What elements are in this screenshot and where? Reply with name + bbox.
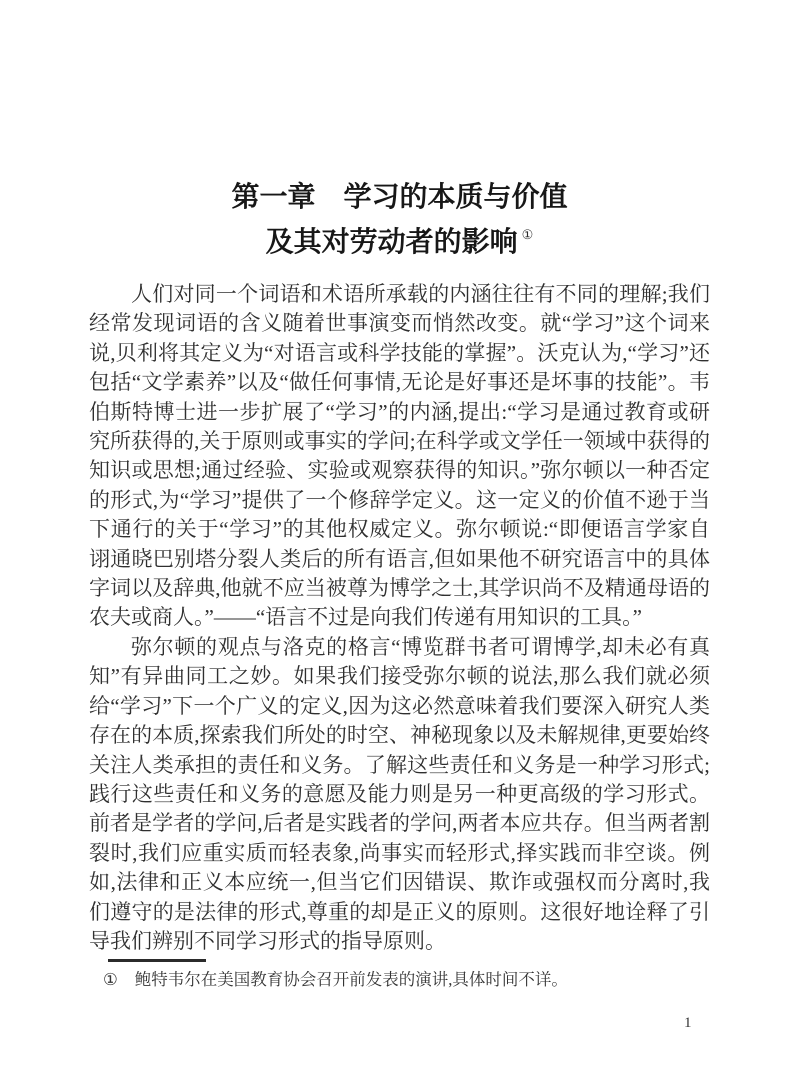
- body-text: [89, 280, 710, 956]
- chapter-title-line1: 第一章 学习的本质与价值: [231, 182, 568, 213]
- chapter-title-line2: [266, 227, 534, 258]
- page-number: 1: [684, 1015, 692, 1031]
- paragraph-2: 弥尔顿的观点与洛克的格言“博览群书者可谓博学,却未必有真知”有异曲同工之妙。如果我们接受弥尔顿的说法,那么我们就必须给“学习”下一个广义的定义,因为这必然意味着我们要深入研究人类存在的本质,探索我们所处的时空、神秘现象以及未解规律,更要始终关注人类承担的责任和义务。了解这些责任和义务是一种学习形式;践行这些责任和义务的意愿及能力则是另一种更高级的学习形式。前者是学者的学问,后者是实践者的学问,两者本应共存。但当两者割裂时,我们应重实质而轻表象,尚事实而轻形式,择实践而非空谈。例如,法律和正义本应统一,但当它们因错误、欺诈或强权而分离时,我们遵守的是法律的形式,尊重的却是正义的原则。这很好地诠释了引导我们辨别不同学习形式的指导原则。: [89, 634, 710, 953]
- title-footnote-marker: ①: [521, 227, 534, 242]
- footnote-divider: [108, 959, 206, 962]
- paragraph-1: 人们对同一个词语和术语所承载的内涵往往有不同的理解;我们经常发现词语的含义随着世事演变而悄然改变。就“学习”这个词来说,贝利将其定义为“对语言或科学技能的掌握”。沃克认为,“学习”还包括“文学素养”以及“做任何事情,无论是好事还是坏事的技能”。韦伯斯特博士进一步扩展了“学习”的内涵,提出:“学习是通过教育或研究所获得的,关于原则或事实的学问;在科学或文学任一领域中获得的知识或思想;通过经验、实验或观察获得的知识。”弥尔顿以一种否定的形式,为“学习”提供了一个修辞学定义。这一定义的价值不逊于当下通行的关于“学习”的其他权威定义。弥尔顿说:“即便语言学家自诩通晓巴别塔分裂人类后的所有语言,但如果他不研究语言中的具体字词以及辞典,他就不应当被尊为博学之士,其学识尚不及精通母语的农夫或商人。”——“语言不过是向我们传递有用知识的工具。”: [89, 282, 710, 630]
- chapter-title-line2-text: 及其对劳动者的影响: [265, 227, 518, 258]
- footnote-text: 鲍特韦尔在美国教育协会召开前发表的演讲,具体时间不详。: [134, 970, 568, 989]
- footnote-marker: ①: [103, 970, 118, 989]
- chapter-title: [0, 179, 799, 261]
- footnote: [103, 968, 710, 991]
